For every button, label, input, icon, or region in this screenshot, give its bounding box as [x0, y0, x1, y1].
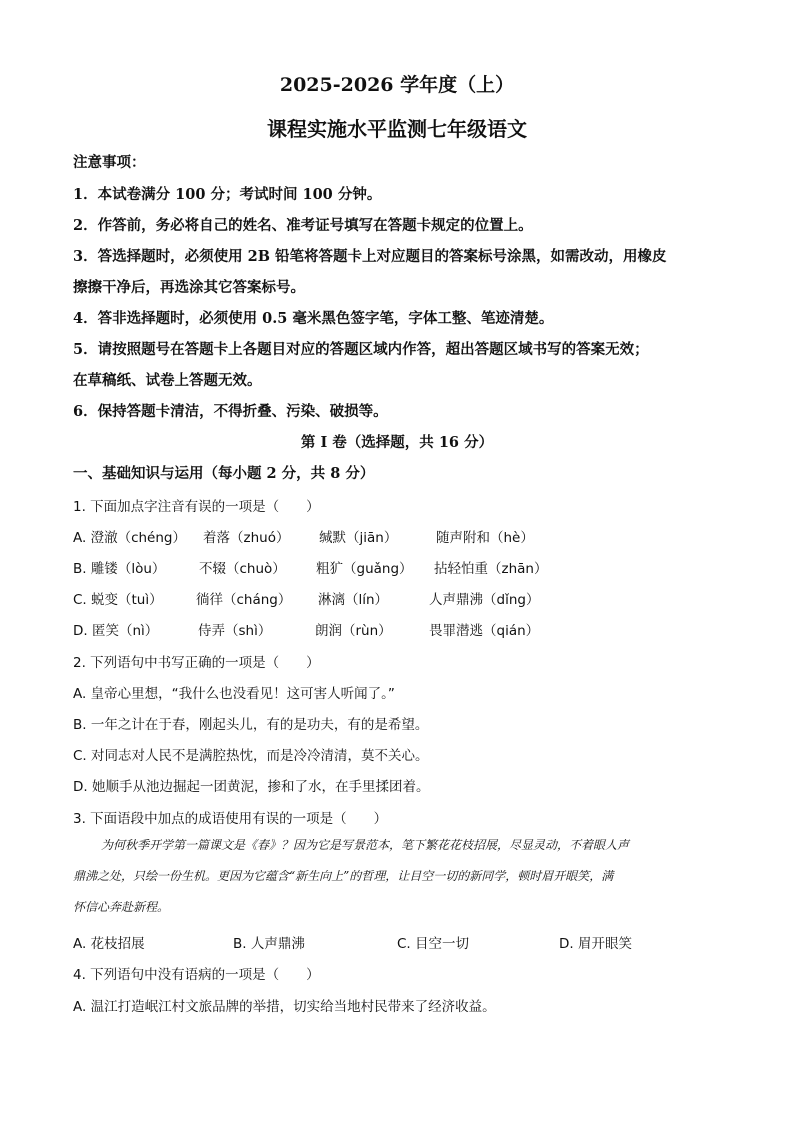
- notice-item: 5．请按照题号在答题卡上各题目对应的答题区域内作答，超出答题区域书写的答案无效；: [73, 341, 649, 358]
- q1-option-d-4: 畏罪潜逃（qián）: [429, 623, 540, 639]
- q1-option-c-3: 淋漓（lín）: [318, 592, 389, 608]
- notice-heading: 注意事项：: [73, 154, 146, 171]
- q1-option-b-1: B. 雕镂（lòu）: [73, 561, 166, 577]
- q1-option-b-3: 粗犷（guǎng）: [316, 561, 413, 577]
- part-heading: 一、基础知识与运用（每小题 2 分，共 8 分）: [73, 465, 375, 482]
- q3-option-d: D. 眉开眼笑: [559, 936, 632, 952]
- q4-option-a: A. 温江打造岷江村文旅品牌的举措，切实给当地村民带来了经济收益。: [73, 999, 496, 1015]
- passage-line: 为何秋季开学第一篇课文是《春》？因为它是写景范本，笔下繁花花枝招展，尽显灵动，不着眼人声: [101, 838, 630, 852]
- question-1-stem: 1. 下面加点字注音有误的一项是（ ）: [73, 499, 320, 515]
- notice-item: 2．作答前，务必将自己的姓名、准考证号填写在答题卡规定的位置上。: [73, 217, 533, 234]
- exam-year-title: 2025-2026 学年度（上）: [279, 74, 515, 96]
- q3-option-c: C. 目空一切: [397, 936, 470, 952]
- q2-option-c: C. 对同志对人民不是满腔热忱，而是冷冷清清，莫不关心。: [73, 748, 429, 764]
- notice-item: 4．答非选择题时，必须使用 0.5 毫米黑色签字笔，字体工整、笔迹清楚。: [73, 310, 554, 327]
- question-4-stem: 4. 下列语句中没有语病的一项是（ ）: [73, 967, 320, 983]
- q2-option-a: A. 皇帝心里想，“我什么也没看见！这可害人听闻了。”: [73, 686, 395, 702]
- q3-option-b: B. 人声鼎沸: [233, 936, 305, 952]
- notice-item-continued: 在草稿纸、试卷上答题无效。: [73, 372, 262, 389]
- q1-option-a-1: A. 澄澈（chéng）: [73, 530, 186, 546]
- exam-subject-title: 课程实施水平监测七年级语文: [267, 117, 527, 141]
- q1-option-d-2: 侍弄（shì）: [198, 623, 272, 639]
- passage-line: 鼎沸之处，只绘一份生机。更因为它蕴含“新生向上”的哲理，让目空一切的新同学，顿时眉开眼笑，满: [73, 869, 614, 883]
- notice-item: 3．答选择题时，必须使用 2B 铅笔将答题卡上对应题目的答案标号涂黑，如需改动，用橡皮: [73, 248, 667, 265]
- q2-option-d: D. 她顺手从池边掘起一团黄泥，掺和了水，在手里揉团着。: [73, 779, 430, 795]
- q1-option-a-3: 缄默（jiān）: [319, 530, 398, 546]
- q3-passage: [73, 830, 721, 923]
- notice-item-continued: 擦擦干净后，再选涂其它答案标号。: [73, 279, 305, 296]
- q1-option-a-4: 随声附和（hè）: [436, 530, 534, 546]
- passage-line: 怀信心奔赴新程。: [73, 900, 170, 914]
- question-2-stem: 2. 下列语句中书写正确的一项是（ ）: [73, 655, 320, 671]
- q1-option-a-2: 着落（zhuó）: [203, 530, 290, 546]
- q2-option-b: B. 一年之计在于春，刚起头儿，有的是功夫，有的是希望。: [73, 717, 429, 733]
- question-3-stem: 3. 下面语段中加点的成语使用有误的一项是（ ）: [73, 811, 388, 827]
- q1-option-d-1: D. 匿笑（nì）: [73, 623, 159, 639]
- q1-option-b-2: 不辍（chuò）: [199, 561, 286, 577]
- q1-option-d-3: 朗润（rùn）: [315, 623, 392, 639]
- section-title: 第 I 卷（选择题，共 16 分）: [300, 434, 494, 451]
- q1-option-b-4: 拈轻怕重（zhān）: [434, 561, 548, 577]
- q1-option-c-2: 徜徉（cháng）: [196, 592, 292, 608]
- q3-option-a: A. 花枝招展: [73, 936, 145, 952]
- notice-item: 6．保持答题卡清洁，不得折叠、污染、破损等。: [73, 403, 388, 420]
- notice-item: 1．本试卷满分 100 分；考试时间 100 分钟。: [73, 186, 382, 203]
- q1-option-c-4: 人声鼎沸（dǐng）: [429, 592, 540, 608]
- q1-option-c-1: C. 蜕变（tuì）: [73, 592, 163, 608]
